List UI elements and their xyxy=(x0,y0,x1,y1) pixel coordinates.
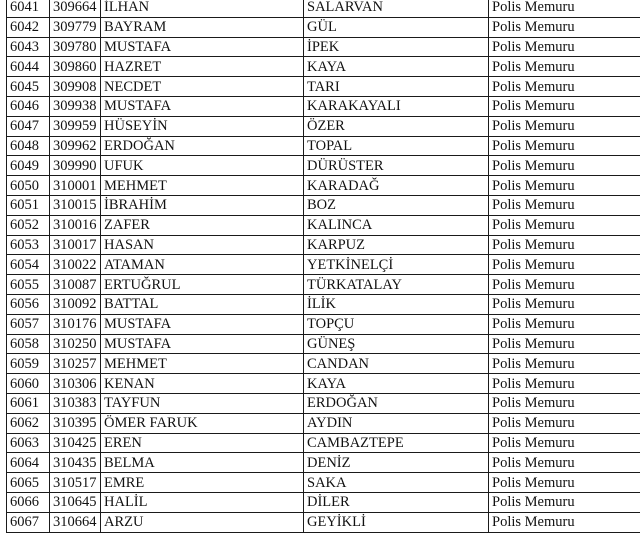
first-name-cell: MEHMET xyxy=(101,176,304,196)
registry-number-cell: 309860 xyxy=(50,57,101,77)
table-row xyxy=(7,354,640,374)
title-cell: Polis Memuru xyxy=(489,0,640,17)
last-name-cell: TOPÇU xyxy=(304,314,489,334)
last-name-cell: KAYA xyxy=(304,57,489,77)
table-row xyxy=(7,374,640,394)
registry-number-cell: 310087 xyxy=(50,275,101,295)
last-name-cell: İLİK xyxy=(304,294,489,314)
title-cell: Polis Memuru xyxy=(489,275,640,295)
first-name-cell: TAYFUN xyxy=(101,393,304,413)
registry-number-cell: 310250 xyxy=(50,334,101,354)
table-row xyxy=(7,255,640,275)
title-cell: Polis Memuru xyxy=(489,314,640,334)
table-row xyxy=(7,492,640,512)
table-row xyxy=(7,275,640,295)
table-row xyxy=(7,176,640,196)
last-name-cell: KARAKAYALI xyxy=(304,96,489,116)
table-row xyxy=(7,77,640,97)
row-number-cell: 6055 xyxy=(7,275,50,295)
row-number-cell: 6043 xyxy=(7,37,50,57)
row-number-cell: 6061 xyxy=(7,393,50,413)
row-number-cell: 6048 xyxy=(7,136,50,156)
title-cell: Polis Memuru xyxy=(489,156,640,176)
table-row xyxy=(7,0,640,17)
last-name-cell: KARADAĞ xyxy=(304,176,489,196)
title-cell: Polis Memuru xyxy=(489,334,640,354)
registry-number-cell: 310645 xyxy=(50,492,101,512)
title-cell: Polis Memuru xyxy=(489,116,640,136)
last-name-cell: İPEK xyxy=(304,37,489,57)
row-number-cell: 6063 xyxy=(7,433,50,453)
table-row xyxy=(7,17,640,37)
last-name-cell: DÜRÜSTER xyxy=(304,156,489,176)
first-name-cell: İBRAHİM xyxy=(101,195,304,215)
table-row xyxy=(7,314,640,334)
table-row xyxy=(7,37,640,57)
row-number-cell: 6054 xyxy=(7,255,50,275)
row-number-cell: 6058 xyxy=(7,334,50,354)
row-number-cell: 6041 xyxy=(7,0,50,17)
title-cell: Polis Memuru xyxy=(489,393,640,413)
row-number-cell: 6047 xyxy=(7,116,50,136)
first-name-cell: MUSTAFA xyxy=(101,96,304,116)
first-name-cell: ERDOĞAN xyxy=(101,136,304,156)
title-cell: Polis Memuru xyxy=(489,17,640,37)
last-name-cell: YETKİNELÇİ xyxy=(304,255,489,275)
first-name-cell: BAYRAM xyxy=(101,17,304,37)
title-cell: Polis Memuru xyxy=(489,294,640,314)
first-name-cell: EREN xyxy=(101,433,304,453)
title-cell: Polis Memuru xyxy=(489,255,640,275)
title-cell: Polis Memuru xyxy=(489,96,640,116)
title-cell: Polis Memuru xyxy=(489,77,640,97)
last-name-cell: KAYA xyxy=(304,374,489,394)
table-row xyxy=(7,116,640,136)
table-row xyxy=(7,413,640,433)
title-cell: Polis Memuru xyxy=(489,215,640,235)
row-number-cell: 6044 xyxy=(7,57,50,77)
first-name-cell: İLHAN xyxy=(101,0,304,17)
registry-number-cell: 309959 xyxy=(50,116,101,136)
first-name-cell: MUSTAFA xyxy=(101,314,304,334)
registry-number-cell: 309664 xyxy=(50,0,101,17)
last-name-cell: KARPUZ xyxy=(304,235,489,255)
first-name-cell: HASAN xyxy=(101,235,304,255)
table-row xyxy=(7,512,640,532)
first-name-cell: HÜSEYİN xyxy=(101,116,304,136)
row-number-cell: 6045 xyxy=(7,77,50,97)
first-name-cell: EMRE xyxy=(101,473,304,493)
last-name-cell: ERDOĞAN xyxy=(304,393,489,413)
first-name-cell: UFUK xyxy=(101,156,304,176)
title-cell: Polis Memuru xyxy=(489,195,640,215)
last-name-cell: DENİZ xyxy=(304,453,489,473)
table-row xyxy=(7,235,640,255)
table-row xyxy=(7,393,640,413)
title-cell: Polis Memuru xyxy=(489,492,640,512)
registry-number-cell: 310395 xyxy=(50,413,101,433)
table-row xyxy=(7,294,640,314)
first-name-cell: ATAMAN xyxy=(101,255,304,275)
registry-number-cell: 310001 xyxy=(50,176,101,196)
registry-number-cell: 309908 xyxy=(50,77,101,97)
first-name-cell: ÖMER FARUK xyxy=(101,413,304,433)
title-cell: Polis Memuru xyxy=(489,235,640,255)
last-name-cell: BOZ xyxy=(304,195,489,215)
title-cell: Polis Memuru xyxy=(489,453,640,473)
row-number-cell: 6057 xyxy=(7,314,50,334)
table-row xyxy=(7,473,640,493)
last-name-cell: AYDIN xyxy=(304,413,489,433)
first-name-cell: KENAN xyxy=(101,374,304,394)
registry-number-cell: 310664 xyxy=(50,512,101,532)
last-name-cell: ÖZER xyxy=(304,116,489,136)
table-row xyxy=(7,96,640,116)
registry-number-cell: 309780 xyxy=(50,37,101,57)
registry-number-cell: 309779 xyxy=(50,17,101,37)
last-name-cell: KALINCA xyxy=(304,215,489,235)
row-number-cell: 6060 xyxy=(7,374,50,394)
registry-number-cell: 310306 xyxy=(50,374,101,394)
title-cell: Polis Memuru xyxy=(489,374,640,394)
row-number-cell: 6053 xyxy=(7,235,50,255)
first-name-cell: MEHMET xyxy=(101,354,304,374)
title-cell: Polis Memuru xyxy=(489,413,640,433)
table-row xyxy=(7,195,640,215)
table-row xyxy=(7,433,640,453)
registry-number-cell: 310383 xyxy=(50,393,101,413)
table-row xyxy=(7,215,640,235)
table-row xyxy=(7,453,640,473)
registry-number-cell: 310092 xyxy=(50,294,101,314)
row-number-cell: 6042 xyxy=(7,17,50,37)
title-cell: Polis Memuru xyxy=(489,354,640,374)
row-number-cell: 6064 xyxy=(7,453,50,473)
title-cell: Polis Memuru xyxy=(489,37,640,57)
row-number-cell: 6051 xyxy=(7,195,50,215)
table-row xyxy=(7,57,640,77)
last-name-cell: CAMBAZTEPE xyxy=(304,433,489,453)
registry-number-cell: 309962 xyxy=(50,136,101,156)
title-cell: Polis Memuru xyxy=(489,136,640,156)
title-cell: Polis Memuru xyxy=(489,176,640,196)
first-name-cell: BATTAL xyxy=(101,294,304,314)
personnel-table-body xyxy=(7,0,640,532)
first-name-cell: BELMA xyxy=(101,453,304,473)
last-name-cell: GÜL xyxy=(304,17,489,37)
first-name-cell: NECDET xyxy=(101,77,304,97)
registry-number-cell: 310017 xyxy=(50,235,101,255)
personnel-list-page xyxy=(6,0,636,533)
last-name-cell: GEYİKLİ xyxy=(304,512,489,532)
title-cell: Polis Memuru xyxy=(489,512,640,532)
last-name-cell: SALARVAN xyxy=(304,0,489,17)
registry-number-cell: 310176 xyxy=(50,314,101,334)
last-name-cell: GÜNEŞ xyxy=(304,334,489,354)
last-name-cell: TOPAL xyxy=(304,136,489,156)
registry-number-cell: 310257 xyxy=(50,354,101,374)
row-number-cell: 6052 xyxy=(7,215,50,235)
last-name-cell: TARI xyxy=(304,77,489,97)
first-name-cell: ERTUĞRUL xyxy=(101,275,304,295)
registry-number-cell: 310016 xyxy=(50,215,101,235)
first-name-cell: MUSTAFA xyxy=(101,334,304,354)
title-cell: Polis Memuru xyxy=(489,57,640,77)
row-number-cell: 6059 xyxy=(7,354,50,374)
registry-number-cell: 310022 xyxy=(50,255,101,275)
registry-number-cell: 309990 xyxy=(50,156,101,176)
first-name-cell: ARZU xyxy=(101,512,304,532)
row-number-cell: 6067 xyxy=(7,512,50,532)
first-name-cell: MUSTAFA xyxy=(101,37,304,57)
registry-number-cell: 310517 xyxy=(50,473,101,493)
last-name-cell: TÜRKATALAY xyxy=(304,275,489,295)
last-name-cell: SAKA xyxy=(304,473,489,493)
registry-number-cell: 310015 xyxy=(50,195,101,215)
last-name-cell: CANDAN xyxy=(304,354,489,374)
table-row xyxy=(7,156,640,176)
row-number-cell: 6066 xyxy=(7,492,50,512)
table-row xyxy=(7,136,640,156)
registry-number-cell: 310425 xyxy=(50,433,101,453)
first-name-cell: ZAFER xyxy=(101,215,304,235)
title-cell: Polis Memuru xyxy=(489,473,640,493)
first-name-cell: HALİL xyxy=(101,492,304,512)
title-cell: Polis Memuru xyxy=(489,433,640,453)
registry-number-cell: 310435 xyxy=(50,453,101,473)
row-number-cell: 6056 xyxy=(7,294,50,314)
registry-number-cell: 309938 xyxy=(50,96,101,116)
row-number-cell: 6065 xyxy=(7,473,50,493)
last-name-cell: DİLER xyxy=(304,492,489,512)
first-name-cell: HAZRET xyxy=(101,57,304,77)
table-row xyxy=(7,334,640,354)
row-number-cell: 6049 xyxy=(7,156,50,176)
row-number-cell: 6046 xyxy=(7,96,50,116)
row-number-cell: 6062 xyxy=(7,413,50,433)
personnel-table xyxy=(6,0,640,533)
row-number-cell: 6050 xyxy=(7,176,50,196)
